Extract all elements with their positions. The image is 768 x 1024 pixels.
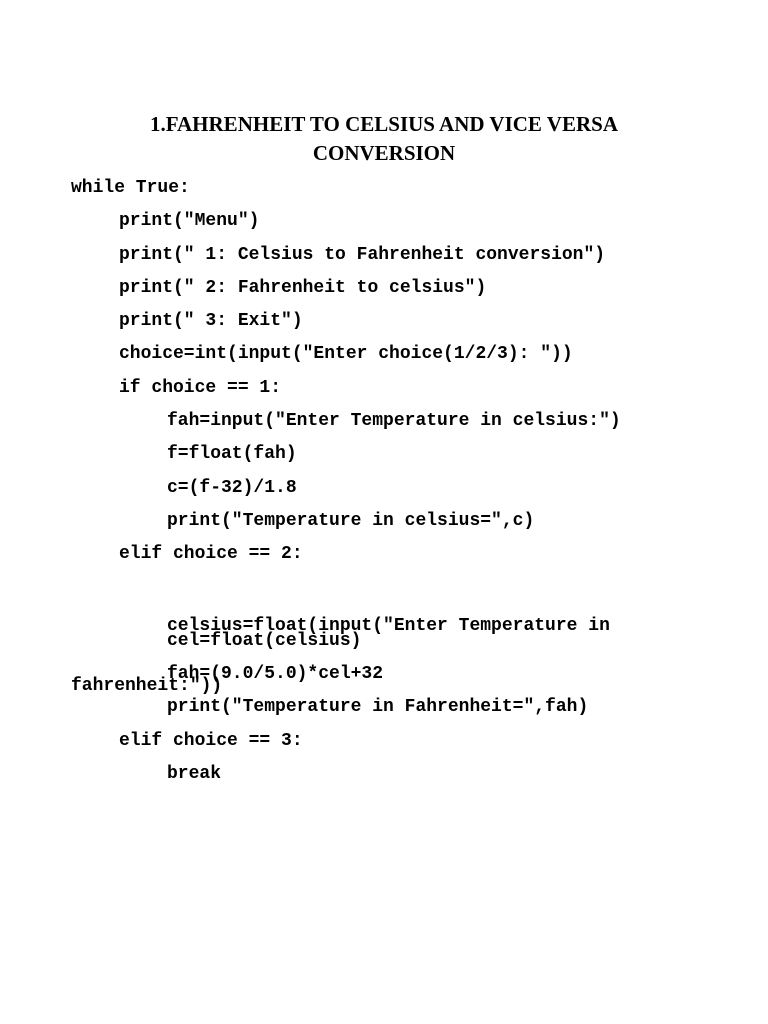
- code-block: [71, 176, 711, 795]
- document-title: [100, 110, 668, 168]
- title-line-1: 1.FAHRENHEIT TO CELSIUS AND VICE VERSA: [150, 112, 618, 136]
- code-line: f=float(fah): [167, 444, 297, 465]
- code-line: print("Menu"): [119, 211, 260, 232]
- code-line: c=(f-32)/1.8: [167, 477, 297, 498]
- code-line: print(" 1: Celsius to Fahrenheit conversion"): [119, 244, 606, 265]
- code-line: break: [167, 764, 222, 785]
- code-line: elif choice == 2:: [119, 544, 303, 565]
- code-line: print("Temperature in celsius=",c): [167, 510, 535, 531]
- code-line: cel=float(celsius): [167, 630, 362, 651]
- code-line: fah=input("Enter Temperature in celsius:"): [167, 411, 621, 432]
- title-line-2: CONVERSION: [312, 141, 456, 165]
- code-line-part: celsius=float(input("Enter Temperature in: [167, 615, 610, 636]
- code-line-continuation: fahrenheit:")): [71, 675, 223, 696]
- code-line: print(" 2: Fahrenheit to celsius"): [119, 277, 487, 298]
- code-line: choice=int(input("Enter choice(1/2/3): ")): [119, 344, 573, 365]
- code-line: print(" 3: Exit"): [119, 311, 303, 332]
- code-line: while True:: [71, 178, 190, 198]
- code-line: print("Temperature in Fahrenheit=",fah): [167, 697, 589, 718]
- code-line: elif choice == 3:: [119, 730, 303, 751]
- code-line: fah=(9.0/5.0)*cel+32: [167, 664, 384, 685]
- code-line: if choice == 1:: [119, 377, 282, 398]
